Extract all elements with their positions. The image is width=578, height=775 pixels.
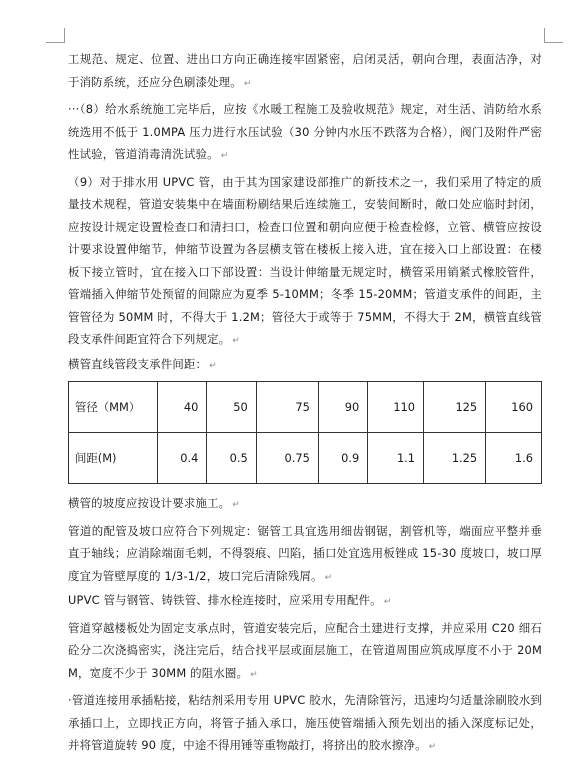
- paragraph-mark-icon: ↵: [232, 500, 241, 510]
- table-cell: 40: [158, 382, 207, 433]
- table-cell: 间距(M): [69, 433, 158, 484]
- support-spacing-table: [68, 381, 542, 484]
- table-cell: 0.75: [256, 433, 318, 484]
- paragraph-mark-icon: ↵: [428, 742, 437, 752]
- table-cell: 管径（MM）: [69, 382, 158, 433]
- table-cell: 1.1: [368, 433, 424, 484]
- paragraph-1: 工规范、规定、位置、进出口方向正确连接牢固紧密，启闭灵活，朝向合理，表面洁净，对于消防系统，还应分色刷漆处理。 ↵: [68, 52, 542, 89]
- table-row: [69, 433, 542, 484]
- paragraph-5: 管道的配管及坡口应符合下列规定：锯管工具宜选用细齿钢锯，割管机等，端面应平整并垂直于轴线；应消除端面毛刺，不得裂痕、凹陷，插口处宜选用板锉成 15-30 度坡口，坡口厚度宜为管壁厚度的 1/3-1/2，坡口完后清除残屑。 ↵: [68, 523, 542, 583]
- paragraph-mark-icon: ↵: [232, 336, 241, 346]
- table-cell: 1.25: [424, 433, 486, 484]
- crop-mark-top-left: [46, 28, 65, 43]
- paragraph-mark-icon: ↵: [243, 78, 252, 89]
- paragraph-7: 管道穿越楼板处为固定支承点时，管道安装完后，应配合土建进行支撑，并应采用 C20 细石砼分二次浇捣密实，浇注完后，结合找平层或面层施工，在管道周围应筑成厚度不小于 20MM，宽度不少于 30MM 的阻水圈。 ↵: [68, 620, 542, 680]
- table-cell: 50: [207, 382, 256, 433]
- paragraph-3: （9）对于排水用 UPVC 管，由于其为国家建设部推广的新技术之一，我们采用了特定的质量技术规程，管道安装集中在墙面粉刷结果后连续施工，安装间断时，敞口处应临时封闭，应按设计规定设置检查口和清扫口，检查口位置和朝向应便于检查检修，立管、横管应按设计要求设置伸缩节，伸缩节设置为各层横支管在楼板上接入进，宜在接入口上部设置：在楼板下接立管时，宜在接入口下部设置：当设计伸缩量无规定时，横管采用销紧式橡胶管件，管端插入伸缩节处预留的间隙应为夏季 5-10MM；冬季 15-20MM；管道支承件的间距，主管管径为 50MM 时，不得大于 1.2M；管径大于或等于 75MM，不得大于 2M，横管直线管段支承件间距宜符合下列规定。 ↵: [68, 174, 542, 346]
- table-cell: 90: [318, 382, 367, 433]
- paragraph-mark-icon: ↵: [250, 669, 258, 680]
- paragraph-6: UPVC 管与钢管、铸铁管、排水栓连接时，应采用专用配件。 ↵: [68, 593, 392, 607]
- paragraph-mark-icon: ↵: [209, 360, 217, 371]
- table-cell: 0.9: [318, 433, 367, 484]
- table-row: [69, 382, 542, 433]
- table-cell: 160: [486, 382, 542, 433]
- table-cell: 0.4: [158, 433, 207, 484]
- document-body: [68, 48, 542, 759]
- table-cell: 75: [256, 382, 318, 433]
- paragraph-mark-icon: ↵: [383, 597, 392, 607]
- paragraph-2: ···（8）给水系统施工完毕后，应按《水暖工程施工及验收规范》规定，对生活、消防给水系统选用不低于 1.0MPA 压力进行水压试验（30 分钟内水压不跌落为合格），阀门及附件严密性试验，管道消毒清洗试验。 ↵: [68, 102, 542, 161]
- paragraph-mark-icon: ↵: [324, 572, 333, 583]
- paragraph-4: 横管的坡度应按设计要求施工。 ↵: [68, 496, 241, 510]
- table-cell: 1.6: [486, 433, 542, 484]
- paragraph-8: ·管道连接用承插粘接，粘结剂采用专用 UPVC 胶水，先清除管污，迅速均匀适量涂刷胶水到承插口上，立即找正方向，将管子插入承口，施压使管端插入预先划出的插入深度标记处，并将管道旋转 90 度，中途不得用锤等重物敲打，将挤出的胶水擦净。 ↵: [68, 693, 542, 752]
- table-cell: 110: [368, 382, 424, 433]
- crop-mark-top-right: [544, 28, 563, 43]
- table-cell: 0.5: [207, 433, 256, 484]
- table-cell: 125: [424, 382, 486, 433]
- table-caption: 横管直线管段支承件间距： ↵: [68, 356, 217, 371]
- paragraph-mark-icon: ↵: [220, 151, 229, 161]
